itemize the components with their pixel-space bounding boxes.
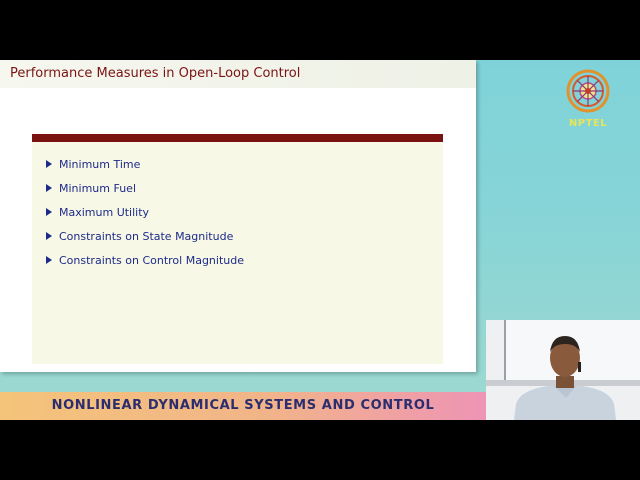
instructor-webcam <box>486 320 640 420</box>
bullet-text: Constraints on State Magnitude <box>59 229 234 243</box>
bullet-list <box>46 152 244 272</box>
lecture-slide <box>0 60 476 372</box>
triangle-bullet-icon <box>46 232 52 240</box>
course-title: NONLINEAR DYNAMICAL SYSTEMS AND CONTROL <box>51 398 435 413</box>
bullet-text: Maximum Utility <box>59 205 150 219</box>
course-banner <box>0 392 486 420</box>
block-header <box>32 134 443 142</box>
list-item <box>46 176 244 200</box>
list-item <box>46 152 244 176</box>
bullet-text: Constraints on Control Magnitude <box>59 253 244 267</box>
nptel-logo <box>562 68 614 140</box>
list-item <box>46 248 244 272</box>
slide-title-bar <box>0 60 476 88</box>
triangle-bullet-icon <box>46 184 52 192</box>
triangle-bullet-icon <box>46 160 52 168</box>
instructor-figure <box>486 320 640 420</box>
logo-text: NPTEL <box>568 118 608 129</box>
list-item <box>46 200 244 224</box>
video-frame <box>0 60 640 420</box>
nptel-wheel-icon <box>562 68 614 118</box>
triangle-bullet-icon <box>46 208 52 216</box>
content-block <box>32 134 443 364</box>
slide-title: Performance Measures in Open-Loop Control <box>10 66 301 81</box>
bullet-text: Minimum Time <box>59 157 141 171</box>
list-item <box>46 224 244 248</box>
triangle-bullet-icon <box>46 256 52 264</box>
bullet-text: Minimum Fuel <box>59 181 136 195</box>
